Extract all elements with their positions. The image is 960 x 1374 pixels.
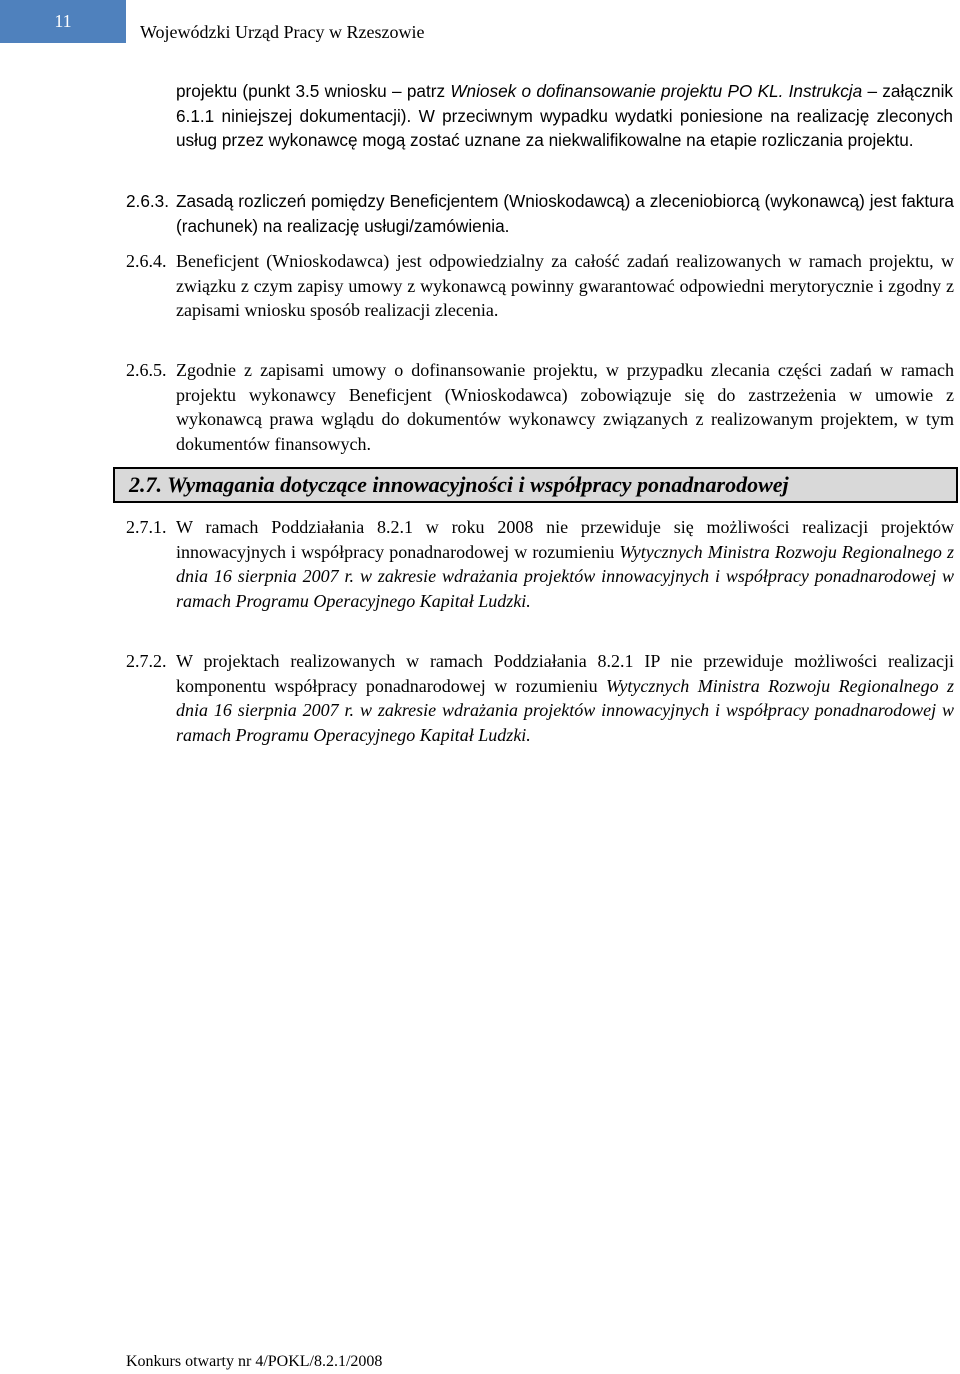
item-number: 2.6.5. bbox=[126, 360, 167, 380]
item-text-regular: W ramach Poddziałania 8.2.1 w roku 2008 nie przewiduje się możliwości realizacji projektów innowacyjnych i współpracy ponadnarodowej w rozumieniu bbox=[176, 517, 954, 562]
item-2-6-4 bbox=[126, 249, 954, 323]
item-text bbox=[176, 649, 954, 747]
intro-text-c: – załącznik 6.1.1 niniejszej dokumentacji). W przeciwnym wypadku wydatki poniesione na realizację zleconych usług przez wykonawcę mogą zostać uznane za niekwalifikowalne na etapie rozliczania projektu. bbox=[176, 81, 953, 150]
page-number bbox=[0, 0, 126, 43]
item-2-7-2 bbox=[126, 649, 954, 747]
item-text: Zgodnie z zapisami umowy o dofinansowanie projektu, w przypadku zlecania części zadań w ramach projektu wykonawcy Beneficjent (Wnioskodawca) zobowiązuje się do zastrzeżenia w umowie z wykonawcą prawa wglądu do dokumentów wykonawcy związanych z realizowanym projektem, w tym dokumentów finansowych. bbox=[176, 360, 954, 454]
section-heading: 2.7. Wymagania dotyczące innowacyjności i współpracy ponadnarodowej bbox=[113, 467, 958, 503]
item-2-7-1 bbox=[126, 515, 954, 613]
item-text: Zasadą rozliczeń pomiędzy Beneficjentem (Wnioskodawcą) a zleceniobiorcą (wykonawcą) jest faktura (rachunek) na realizację usługi/zamówienia. bbox=[176, 191, 954, 236]
item-number: 2.6.3. bbox=[126, 191, 170, 211]
item-text: Beneficjent (Wnioskodawca) jest odpowiedzialny za całość zadań realizowanych w ramach projektu, w związku z czym zapisy umowy z wykonawcą powinny gwarantować odpowiedni merytorycznie i zgodny z zapisami wniosku sposób realizacji zlecenia. bbox=[176, 251, 954, 320]
intro-text-a: projektu (punkt 3.5 wniosku – patrz bbox=[176, 81, 451, 101]
page-number-text: 11 bbox=[54, 11, 72, 31]
item-number: 2.7.1. bbox=[126, 517, 167, 537]
intro-paragraph bbox=[176, 79, 953, 153]
item-number: 2.6.4. bbox=[126, 251, 167, 271]
item-2-6-5 bbox=[126, 358, 954, 456]
footer-text: Konkurs otwarty nr 4/POKL/8.2.1/2008 bbox=[126, 1353, 383, 1370]
item-text-italic: Wytycznych Ministra Rozwoju Regionalnego z dnia 16 sierpnia 2007 r. w zakresie wdrażania projektów innowacyjnych i współpracy ponadnarodowej w ramach Programu Operacyjnego Kapitał Ludzki. bbox=[176, 541, 954, 611]
item-number: 2.7.2. bbox=[126, 651, 167, 671]
header-title: Wojewódzki Urząd Pracy w Rzeszowie bbox=[140, 22, 425, 42]
item-text bbox=[176, 515, 954, 613]
item-text-italic: Wytycznych Ministra Rozwoju Regionalnego z dnia 16 sierpnia 2007 r. w zakresie wdrażania projektów innowacyjnych i współpracy ponadnarodowej w ramach Programu Operacyjnego Kapitał Ludzki. bbox=[176, 675, 954, 745]
item-2-6-3 bbox=[126, 189, 954, 238]
item-text-regular: W projektach realizowanych w ramach Poddziałania 8.2.1 IP nie przewiduje możliwości realizacji komponentu współpracy ponadnarodowej w rozumieniu bbox=[176, 651, 954, 696]
intro-text-italic: Wniosek o dofinansowanie projektu PO KL. Instrukcja bbox=[450, 81, 863, 101]
